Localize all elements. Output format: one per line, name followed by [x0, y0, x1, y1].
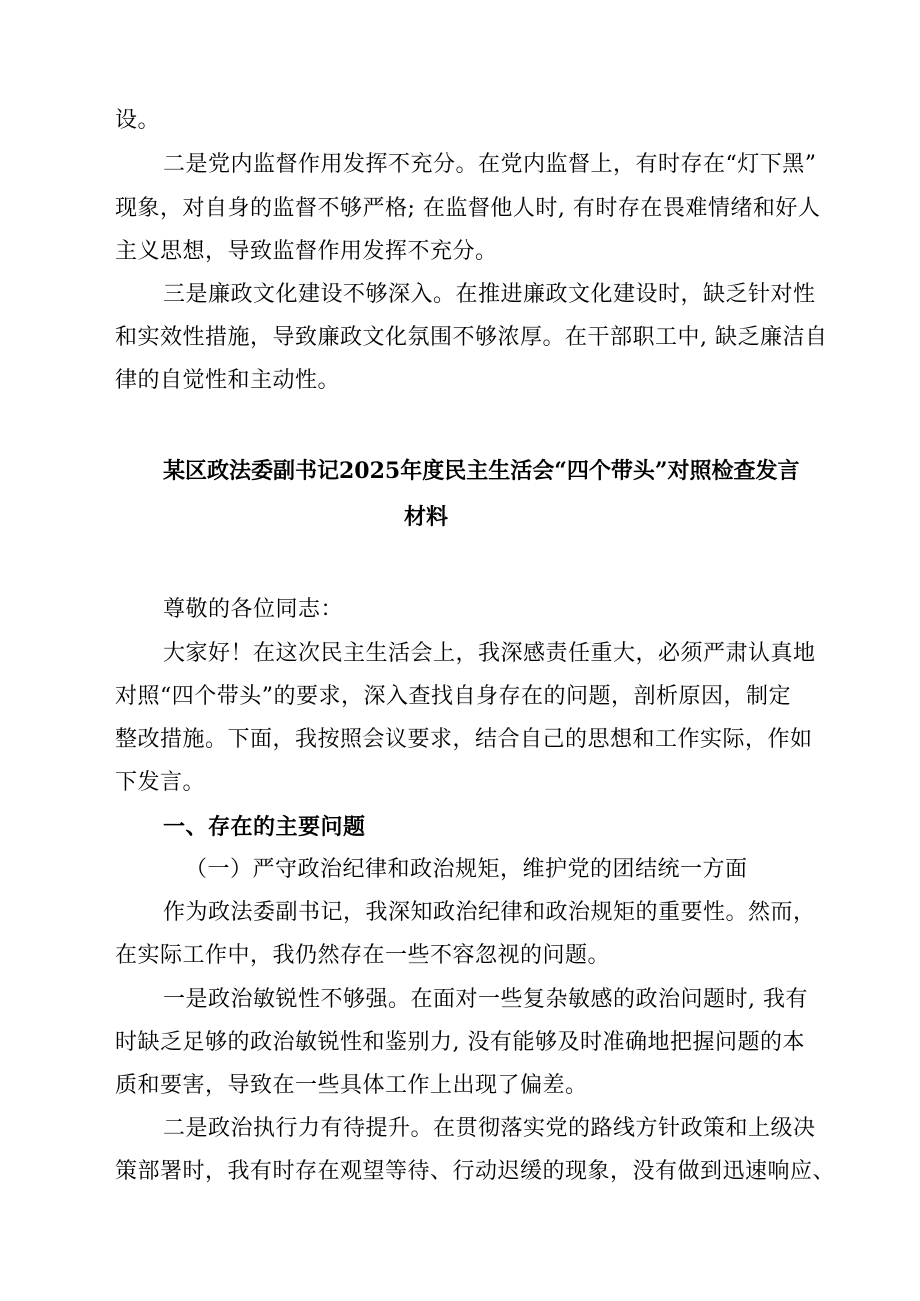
paragraph-line: 整改措施。下面，我按照会议要求，结合自己的思想和工作实际，作如	[115, 727, 813, 752]
paragraph-line: 作为政法委副书记，我深知政治纪律和政治规矩的重要性。然而，	[163, 900, 816, 925]
document-title: 某区政法委副书记2025年度民主生活会“四个带头”对照检查发言	[163, 458, 800, 484]
salutation: 尊敬的各位同志：	[163, 597, 344, 622]
paragraph-line: 二是党内监督作用发挥不充分。在党内监督上，有时存在“灯下黑”	[163, 152, 817, 177]
paragraph-line: 二是政治执行力有待提升。在贯彻落实党的路线方针政策和上级决	[163, 1116, 816, 1141]
paragraph-line: 三是廉政文化建设不够深入。在推进廉政文化建设时，缺乏针对性	[163, 282, 816, 307]
subsection-heading: （一）严守政治纪律和政治规矩，维护党的团结统一方面	[185, 857, 748, 882]
paragraph-line: 设。	[115, 108, 161, 133]
paragraph-line: 在实际工作中，我仍然存在一些不容忽视的问题。	[115, 943, 611, 968]
paragraph-line: 质和要害，导致在一些具体工作上出现了偏差。	[115, 1073, 588, 1098]
paragraph-line: 现象，对自身的监督不够严格; 在监督他人时, 有时存在畏难情绪和好人	[115, 196, 821, 221]
paragraph-line: 和实效性措施，导致廉政文化氛围不够浓厚。在干部职工中, 缺乏廉洁自	[115, 325, 828, 350]
paragraph-line: 对照“四个带头”的要求，深入查找自身存在的问题，剖析原因，制定	[115, 684, 791, 709]
paragraph-line: 策部署时，我有时存在观望等待、行动迟缓的现象，没有做到迅速响应、	[115, 1159, 836, 1184]
paragraph-line: 下发言。	[115, 770, 206, 795]
paragraph-line: 一是政治敏锐性不够强。在面对一些复杂敏感的政治问题时, 我有	[163, 987, 808, 1012]
document-title-continued: 材料	[404, 504, 449, 530]
paragraph-line: 律的自觉性和主动性。	[115, 368, 341, 393]
paragraph-line: 时缺乏足够的政治敏锐性和鉴别力, 没有能够及时准确地把握问题的本	[115, 1030, 805, 1055]
section-heading: 一、存在的主要问题	[163, 814, 366, 840]
paragraph-line: 主义思想，导致监督作用发挥不充分。	[115, 239, 498, 264]
paragraph-line: 大家好！在这次民主生活会上，我深感责任重大，必须严肃认真地	[163, 641, 816, 666]
